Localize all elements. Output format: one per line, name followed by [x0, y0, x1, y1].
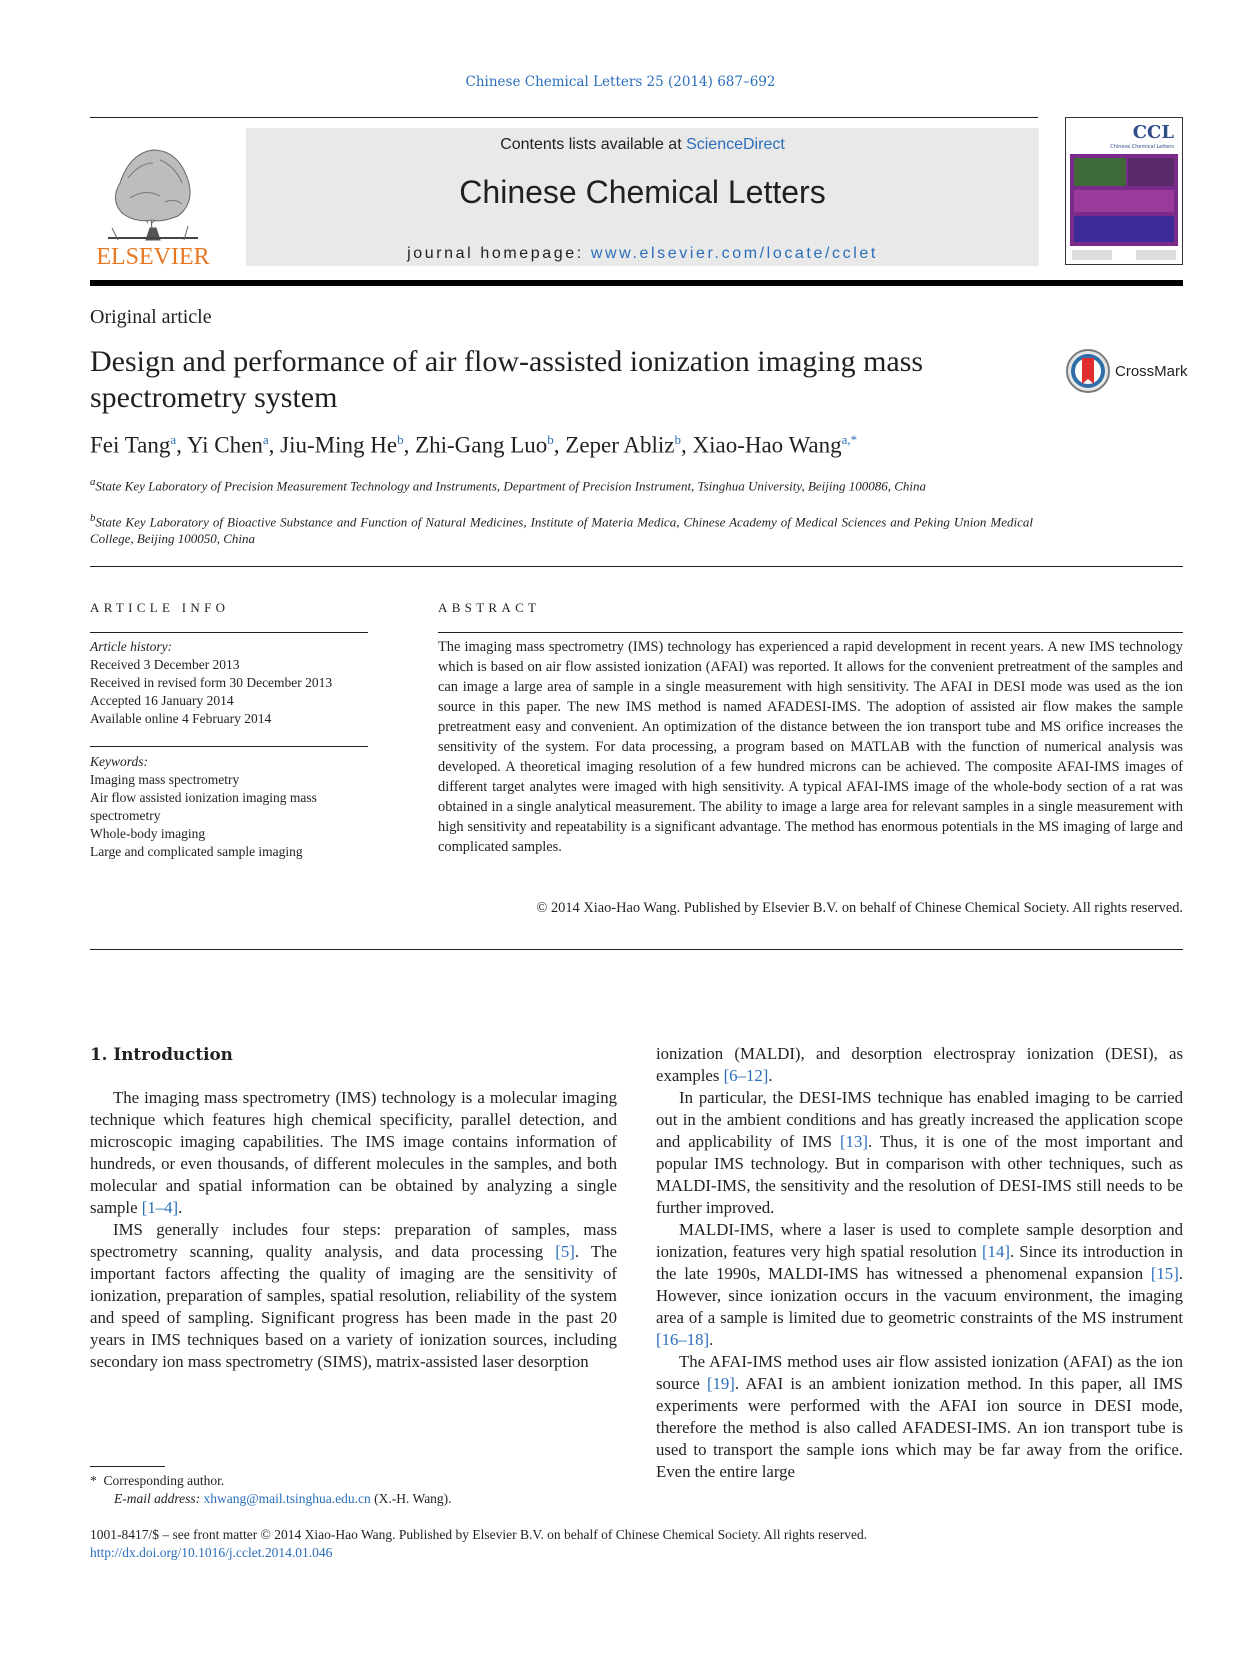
- paragraph-text: In particular, the DESI-IMS technique has enabled imaging to be carried out in the ambient conditions and has greatly increased the application scope and applicability of IMS: [656, 1088, 1183, 1151]
- author-name[interactable]: Xiao-Hao Wang: [692, 432, 842, 458]
- paragraph-text: ionization (MALDI), and desorption electrospray ionization (DESI), as examples: [656, 1044, 1183, 1085]
- affiliation-marker: b: [90, 512, 96, 524]
- author-list: Fei Tang$^a$, Yi Chen$^a$, Jiu-Ming He$^b$, Zhi-Gang Luo$^b$, Zeper Abliz$^b$, Xiao-Hao Wang$^{a,*}$: [90, 432, 858, 458]
- footnote: [90, 1472, 610, 1508]
- abstract-divider: [438, 632, 1183, 633]
- section-heading: 1. Introduction: [90, 1044, 233, 1064]
- email-label: E-mail address:: [114, 1491, 204, 1506]
- history-item: Received in revised form 30 December 2013: [90, 675, 333, 690]
- crossmark-icon: [1065, 348, 1111, 394]
- author-affil-marker[interactable]: a: [262, 432, 269, 447]
- elsevier-wordmark: ELSEVIER: [96, 244, 210, 270]
- paragraph-text: . The important factors affecting the quality of imaging are the sensitivity of ionization, preparation of samples, spatial resolution, reliability of the system and speed of sampling. Significant progress has been made in the past 20 years in IMS techniques based on a variety of ionization sources, including secondary ion mass spectrometry (SIMS), matrix-assisted laser desorption: [90, 1242, 617, 1371]
- body-paragraph: [656, 1087, 1183, 1219]
- footnote-marker: *: [90, 1473, 97, 1488]
- author-affil-marker[interactable]: a: [170, 432, 177, 447]
- abstract-text: The imaging mass spectrometry (IMS) technology has experienced a rapid development in recent years. A new IMS technology which is based on air flow assisted ionization (AFAI) was reported. It allows for the convenient pretreatment of the samples and can image a large area of sample in a single measurement with high sensitivity. The AFAI in DESI mode was used as the ion source in this paper. The new IMS method is named AFADESI-IMS. The adoption of assisted air flow makes the sample pretreatment easy and convenient. An optimization of the distance between the ion transport tube and MS orifice increases the sensitivity of the system. For data processing, a program based on MATLAB with the function of numerical analysis was developed. A theoretical imaging resolution of a few hundred microns can be achieved. The composite AFAI-IMS images of different target analytes were imaged with high sensitivity. A typical AFAI-IMS image of the whole-body section of a rat was obtained in a single analytical measurement. The ability to image a large area for relevant samples in a single measurement with high sensitivity and repeatability is a significant advantage. The method has enormous potentials in the MS imaging of large and complicated samples.: [438, 639, 1183, 855]
- paragraph-text: .: [768, 1066, 773, 1085]
- keyword-item: Air flow assisted ionization imaging mass spectrometry: [90, 790, 317, 823]
- crossmark-label: CrossMark: [1115, 363, 1188, 380]
- article-title: Design and performance of air flow-assisted ionization imaging mass spectrometry system: [90, 345, 924, 414]
- keywords: [90, 753, 370, 861]
- paragraph-text: The imaging mass spectrometry (IMS) technology is a molecular imaging technique which features high chemical specificity, parallel detection, and microscopic imaging capabilities. The IMS image contains information of hundreds, or even thousands, of different molecules in the samples, and both molecular and spatial information can be obtained by analyzing a single sample: [90, 1088, 617, 1217]
- author-name[interactable]: Fei Tang: [90, 432, 171, 458]
- affiliation-text: State Key Laboratory of Precision Measurement Technology and Instruments, Department of Precision Instrument, Tsinghua University, Beijing 100086, China: [95, 478, 927, 494]
- contents-line: [246, 136, 1039, 154]
- front-matter: [90, 1526, 1183, 1562]
- keyword-item: Large and complicated sample imaging: [90, 844, 303, 859]
- corresponding-label: Corresponding author.: [103, 1473, 225, 1488]
- author-name[interactable]: Jiu-Ming He: [280, 432, 398, 458]
- left-paragraphs: [90, 1087, 617, 1373]
- citation-link[interactable]: [5]: [555, 1242, 575, 1261]
- paragraph-text: IMS generally includes four steps: preparation of samples, mass spectrometry scanning, quality analysis, and data processing: [90, 1220, 617, 1261]
- elsevier-tree-icon: [90, 128, 216, 270]
- citation-link[interactable]: [13]: [839, 1132, 868, 1151]
- right-paragraphs: [656, 1043, 1183, 1483]
- journal-cover-image: [1066, 118, 1182, 264]
- top-divider: [90, 117, 1038, 118]
- abstract-heading: ABSTRACT: [438, 600, 541, 615]
- author-name[interactable]: Zeper Abliz: [565, 432, 675, 458]
- email-line: [90, 1490, 610, 1508]
- author-name[interactable]: Yi Chen: [186, 432, 263, 458]
- paragraph-text: . Thus, it is one of the most important and popular IMS technology. But in comparison with other techniques, such as MALDI-IMS, the sensitivity and the resolution of DESI-IMS still needs to be further improved.: [656, 1132, 1183, 1217]
- journal-banner: [246, 128, 1039, 266]
- svg-text:Chinese Chemical Letters: Chinese Chemical Letters: [1110, 144, 1174, 150]
- elsevier-logo[interactable]: [90, 128, 216, 270]
- keywords-label: Keywords:: [90, 754, 148, 769]
- corresponding-author-note: [90, 1472, 610, 1490]
- paragraph-text: MALDI-IMS, where a laser is used to complete sample desorption and ionization, features very high spatial resolution: [656, 1220, 1183, 1261]
- journal-citation-link[interactable]: Chinese Chemical Letters 25 (2014) 687–692: [465, 74, 776, 90]
- svg-text:CCL: CCL: [1132, 122, 1174, 143]
- homepage-prefix: journal homepage:: [407, 245, 591, 262]
- paragraph-text: . However, since ionization occurs in the vacuum environment, the imaging area of a sample is limited due to geometric constraints of the MS instrument: [656, 1264, 1183, 1327]
- paragraph-text: .: [709, 1330, 714, 1349]
- affiliation-b: [90, 510, 1033, 547]
- homepage-link[interactable]: www.elsevier.com/locate/cclet: [590, 245, 878, 262]
- history-item: Available online 4 February 2014: [90, 711, 272, 726]
- article-type: Original article: [90, 306, 212, 328]
- body-paragraph: [656, 1219, 1183, 1351]
- abstract-bottom-divider: [90, 949, 1183, 950]
- footnote-divider: [90, 1466, 165, 1467]
- paragraph-text: . Since its introduction in the late 1990s, MALDI-IMS has witnessed a phenomenal expansion: [656, 1242, 1184, 1283]
- body-paragraph: [90, 1219, 617, 1373]
- author-affil-marker[interactable]: b: [397, 432, 404, 447]
- affiliation-marker: a: [90, 476, 96, 488]
- front-matter-line: 1001-8417/$ – see front matter © 2014 Xiao-Hao Wang. Published by Elsevier B.V. on behalf of Chinese Chemical Society. All rights reserved.: [90, 1527, 868, 1542]
- citation-link[interactable]: [6–12]: [723, 1066, 769, 1085]
- citation-link[interactable]: [1–4]: [141, 1198, 179, 1217]
- keywords-divider: [90, 746, 368, 747]
- body-column-right: [656, 1043, 1183, 1483]
- affiliation-a: [90, 474, 1033, 494]
- body-paragraph: [656, 1043, 1183, 1087]
- citation-link[interactable]: [16–18]: [656, 1330, 710, 1349]
- citation-link[interactable]: [19]: [706, 1374, 735, 1393]
- author-affil-marker[interactable]: b: [674, 432, 681, 447]
- body-column-left: [90, 1043, 617, 1373]
- homepage-line: [246, 245, 1039, 263]
- history-item: Received 3 December 2013: [90, 657, 240, 672]
- paragraph-text: . AFAI is an ambient ionization method. In this paper, all IMS experiments were performed with the AFAI ion source in DESI mode, therefore the method is also called AFADESI-IMS. An ion transport tube is used to transport the sample ions which may be far away from the orifice. Even the entire large: [656, 1374, 1183, 1481]
- title-divider: [90, 566, 1183, 567]
- affiliation-text: State Key Laboratory of Bioactive Substance and Function of Natural Medicines, Institute of Materia Medica, Chinese Academy of Medical Sciences and Peking Union Medical College, Beijing 100050, China: [90, 514, 1033, 547]
- citation-link[interactable]: [15]: [1150, 1264, 1179, 1283]
- keyword-item: Imaging mass spectrometry: [90, 772, 240, 787]
- email-link[interactable]: xhwang@mail.tsinghua.edu.cn: [203, 1491, 371, 1506]
- article-info-heading: ARTICLE INFO: [90, 600, 230, 615]
- doi-link[interactable]: http://dx.doi.org/10.1016/j.cclet.2014.01.046: [90, 1545, 333, 1560]
- author-affil-marker[interactable]: b: [547, 432, 554, 447]
- keyword-item: Whole-body imaging: [90, 826, 206, 841]
- article-info-divider: [90, 632, 368, 633]
- journal-name: Chinese Chemical Letters: [459, 174, 826, 210]
- paragraph-text: .: [178, 1198, 183, 1217]
- history-item: Accepted 16 January 2014: [90, 693, 234, 708]
- citation-link[interactable]: [14]: [981, 1242, 1010, 1261]
- author-affil-marker[interactable]: a,*: [841, 432, 858, 447]
- sciencedirect-link[interactable]: ScienceDirect: [686, 136, 785, 153]
- header-thick-divider: [90, 280, 1183, 286]
- contents-prefix: Contents lists available at: [500, 136, 687, 153]
- article-history: [90, 638, 380, 728]
- history-label: Article history:: [90, 639, 173, 654]
- author-name[interactable]: Zhi-Gang Luo: [415, 432, 548, 458]
- email-suffix: (X.-H. Wang).: [370, 1491, 452, 1506]
- journal-cover-thumbnail[interactable]: [1065, 117, 1183, 265]
- body-paragraph: [656, 1351, 1183, 1483]
- crossmark-badge[interactable]: [1065, 348, 1195, 396]
- abstract-copyright: © 2014 Xiao-Hao Wang. Published by Elsevier B.V. on behalf of Chinese Chemical Society. All rights reserved.: [536, 900, 1183, 916]
- body-paragraph: [90, 1087, 617, 1219]
- paragraph-text: The AFAI-IMS method uses air flow assisted ionization (AFAI) as the ion source: [656, 1352, 1183, 1393]
